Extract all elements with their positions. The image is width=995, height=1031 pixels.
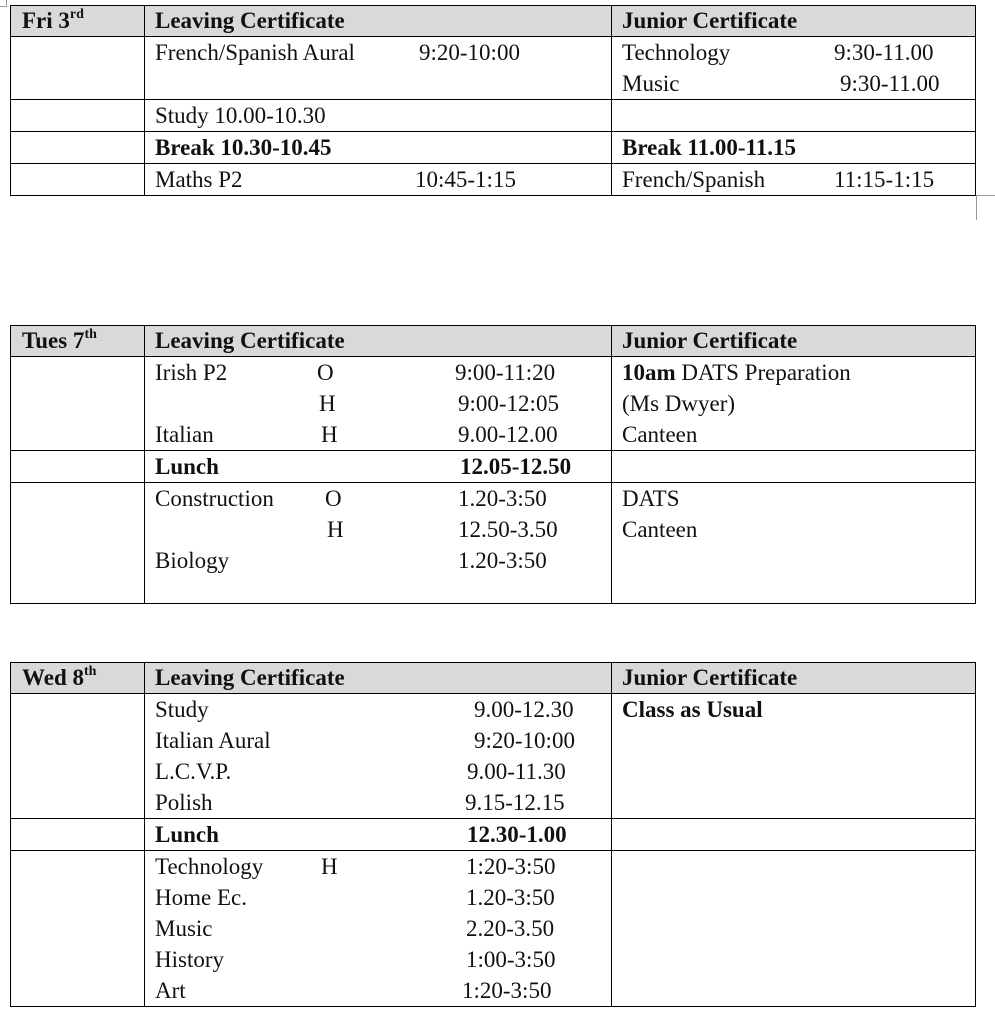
jc-morning-cell (612, 357, 976, 451)
schedule-table-tues (10, 325, 976, 604)
exam-time: 1.20-3:50 (458, 548, 547, 573)
exam-subject: Music (155, 916, 213, 941)
exam-level: O (325, 486, 342, 511)
jc-afternoon-cell (612, 483, 976, 604)
lc-study-cell (145, 100, 612, 132)
day-empty-cell (11, 694, 145, 819)
exam-time: 11:15-1:15 (834, 167, 935, 192)
exam-time: 1:20-3:50 (466, 854, 556, 879)
exam-subject: L.C.V.P. (155, 759, 232, 784)
header-row (11, 326, 976, 357)
jc-header: Junior Certificate (612, 663, 976, 694)
exam-level: H (319, 391, 336, 416)
lunch-label: Lunch (155, 822, 219, 847)
lc-header: Leaving Certificate (145, 6, 612, 37)
exam-time: 9:20-10:00 (474, 728, 575, 753)
exam-subject: Polish (155, 790, 213, 815)
jc-note-line (622, 357, 975, 388)
exam-line (155, 944, 611, 975)
day-empty-cell (11, 819, 145, 851)
jc-note-line: Class as Usual (622, 697, 763, 722)
lc-morning-cell (145, 694, 612, 819)
afternoon-row (11, 164, 976, 196)
day-text: Tues 7 (22, 328, 85, 353)
day-label (11, 663, 145, 694)
jc-note-time: 10am (622, 360, 676, 385)
exam-line (155, 483, 611, 514)
lc-morning-cell (145, 357, 612, 451)
morning-row (11, 37, 976, 100)
exam-subject: Music (622, 71, 680, 96)
exam-line (622, 164, 975, 195)
lc-lunch-cell (145, 451, 612, 483)
exam-line (622, 68, 975, 99)
exam-time: 9:30-11.00 (840, 71, 940, 96)
exam-line (155, 725, 611, 756)
exam-line (155, 787, 611, 818)
exam-line (155, 545, 611, 576)
jc-afternoon-cell (612, 164, 976, 196)
exam-level: H (321, 422, 338, 447)
jc-note-line: Canteen (622, 517, 698, 542)
lunch-line (155, 819, 611, 850)
day-label (11, 6, 145, 37)
break-text: Break 11.00-11.15 (622, 135, 797, 160)
lc-header: Leaving Certificate (145, 326, 612, 357)
exam-line (155, 419, 611, 450)
exam-subject: History (155, 947, 224, 972)
exam-time: 2.20-3.50 (466, 916, 555, 941)
day-empty-cell (11, 132, 145, 164)
margin-marker (976, 195, 995, 220)
exam-time: 10:45-1:15 (415, 167, 516, 192)
break-row (11, 132, 976, 164)
lc-afternoon-cell (145, 483, 612, 604)
exam-time: 9.00-12.00 (458, 422, 558, 447)
exam-time: 1:20-3:50 (462, 978, 552, 1003)
exam-line (155, 388, 611, 419)
day-empty-cell (11, 851, 145, 1007)
lunch-time: 12.05-12.50 (460, 454, 572, 479)
lunch-label: Lunch (155, 454, 219, 479)
exam-subject: Italian (155, 422, 214, 447)
exam-subject: Biology (155, 548, 230, 573)
lc-break-cell (145, 132, 612, 164)
jc-note-line: Canteen (622, 422, 698, 447)
exam-line (155, 37, 611, 68)
day-text: Wed 8 (22, 665, 84, 690)
exam-line (155, 851, 611, 882)
jc-header: Junior Certificate (612, 326, 976, 357)
exam-subject: Home Ec. (155, 885, 247, 910)
lunch-row (11, 451, 976, 483)
exam-time: 9:00-11:20 (455, 360, 556, 385)
exam-time: 9.15-12.15 (465, 790, 565, 815)
exam-time: 9:00-12:05 (458, 391, 559, 416)
day-text: Fri 3 (22, 8, 70, 33)
exam-time: 1:00-3:50 (466, 947, 556, 972)
exam-subject: Irish P2 (155, 360, 228, 385)
day-empty-cell (11, 164, 145, 196)
header-row (11, 6, 976, 37)
jc-morning-cell (612, 694, 976, 819)
afternoon-row (11, 851, 976, 1007)
lc-afternoon-cell (145, 164, 612, 196)
lc-lunch-cell (145, 819, 612, 851)
jc-morning-cell (612, 37, 976, 100)
schedule-table-fri (10, 5, 976, 196)
jc-note-text: DATS Preparation (675, 360, 851, 385)
afternoon-row (11, 483, 976, 604)
exam-line (622, 37, 975, 68)
exam-line (155, 514, 611, 545)
morning-row (11, 357, 976, 451)
exam-line (155, 357, 611, 388)
lc-header: Leaving Certificate (145, 663, 612, 694)
day-suffix: rd (69, 7, 84, 22)
exam-line (155, 975, 611, 1006)
exam-subject: Italian Aural (155, 728, 271, 753)
day-empty-cell (11, 357, 145, 451)
exam-level: H (321, 854, 338, 879)
jc-header: Junior Certificate (612, 6, 976, 37)
break-text: Break 10.30-10.45 (155, 135, 332, 160)
exam-time: 9:20-10:00 (419, 40, 520, 65)
lunch-line (155, 451, 611, 482)
exam-subject: Construction (155, 486, 274, 511)
exam-subject: French/Spanish (622, 167, 766, 192)
exam-line (155, 164, 611, 195)
exam-time: 9.00-12.30 (474, 697, 574, 722)
jc-empty-cell (612, 819, 976, 851)
exam-subject: Technology (622, 40, 731, 65)
jc-empty-cell (612, 451, 976, 483)
exam-line (155, 882, 611, 913)
exam-subject: Maths P2 (155, 167, 243, 192)
day-empty-cell (11, 451, 145, 483)
study-text: Study 10.00-10.30 (155, 103, 326, 128)
page-corner-mark (0, 0, 7, 7)
jc-note-line: (Ms Dwyer) (622, 391, 736, 416)
schedule-table-wed (10, 662, 976, 1007)
exam-subject: Study (155, 697, 209, 722)
lc-afternoon-cell (145, 851, 612, 1007)
lunch-row (11, 819, 976, 851)
day-empty-cell (11, 483, 145, 604)
exam-time: 12.50-3.50 (458, 517, 558, 542)
study-row (11, 100, 976, 132)
exam-level: O (317, 360, 334, 385)
exam-line (155, 756, 611, 787)
exam-subject: Art (155, 978, 186, 1003)
day-suffix: th (84, 327, 97, 342)
day-suffix: th (83, 664, 97, 679)
day-empty-cell (11, 37, 145, 100)
lunch-time: 12.30-1.00 (467, 822, 567, 847)
exam-subject: Technology (155, 854, 264, 879)
jc-empty-cell (612, 100, 976, 132)
exam-level: H (327, 517, 344, 542)
exam-time: 9:30-11.00 (834, 40, 934, 65)
day-label (11, 326, 145, 357)
exam-line (155, 913, 611, 944)
exam-time: 9.00-11.30 (467, 759, 566, 784)
day-empty-cell (11, 100, 145, 132)
jc-note-line: DATS (622, 486, 680, 511)
jc-empty-cell (612, 851, 976, 1007)
exam-subject: French/Spanish Aural (155, 40, 355, 65)
exam-time: 1.20-3:50 (458, 486, 547, 511)
morning-row (11, 694, 976, 819)
exam-line (155, 694, 611, 725)
header-row (11, 663, 976, 694)
exam-time: 1.20-3:50 (466, 885, 555, 910)
jc-break-cell (612, 132, 976, 164)
lc-morning-cell (145, 37, 612, 100)
